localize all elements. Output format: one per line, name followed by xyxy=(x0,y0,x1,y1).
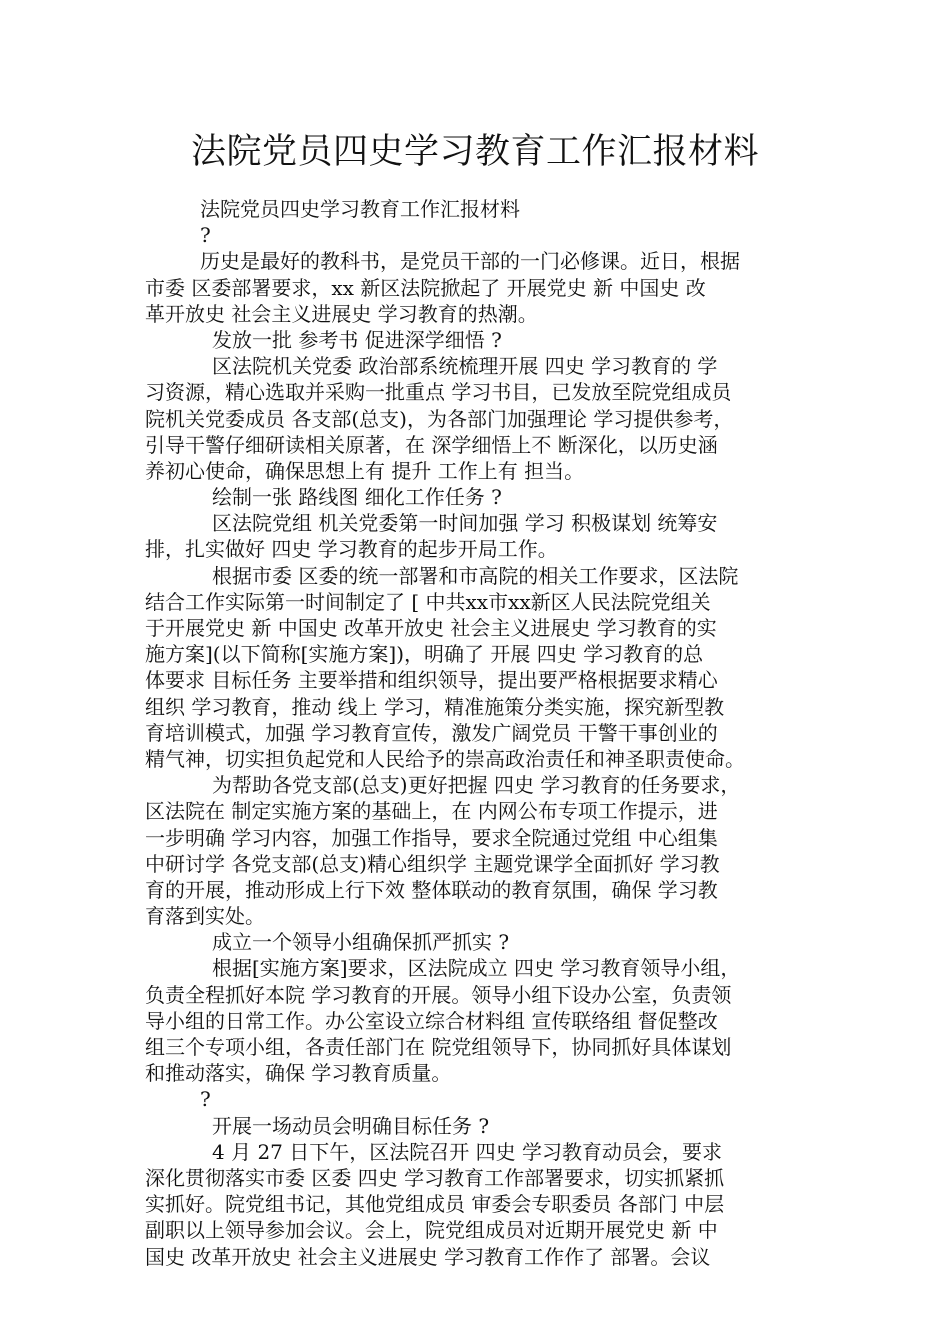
text-line: ? xyxy=(200,1087,211,1112)
text-line: 院机关党委成员 各支部(总支)，为各部门加强理论 学习提供参考， xyxy=(145,406,734,431)
text-line: 区法院机关党委 政治部系统梳理开展 四史 学习教育的 学 xyxy=(212,354,718,379)
text-line: 根据市委 区委的统一部署和市高院的相关工作要求，区法院 xyxy=(212,563,739,588)
text-line: 导小组的日常工作。办公室设立综合材料组 宣传联络组 督促整改 xyxy=(145,1008,718,1033)
text-line: 精气神，切实担负起党和人民给予的崇高政治责任和神圣职责使命。 xyxy=(145,746,745,771)
text-line: 绘制一张 路线图 细化工作任务 ? xyxy=(212,485,502,510)
text-line: 负责全程抓好本院 学习教育的开展。领导小组下设办公室，负责领 xyxy=(145,982,732,1007)
document-title: 法院党员四史学习教育工作汇报材料 xyxy=(190,132,759,172)
text-line: 排，扎实做好 四史 学习教育的起步开局工作。 xyxy=(145,537,558,562)
text-line: 历史是最好的教科书，是党员干部的一门必修课。近日，根据 xyxy=(200,249,740,274)
text-line: 市委 区委部署要求，xx 新区法院掀起了 开展党史 新 中国史 改 xyxy=(145,275,706,300)
text-line: 于开展党史 新 中国史 改革开放史 社会主义进展史 学习教育的实 xyxy=(145,616,717,640)
text-line: 和推动落实，确保 学习教育质量。 xyxy=(145,1061,452,1086)
text-line: 习资源，精心选取并采购一批重点 学习书目，已发放至院党组成员 xyxy=(145,380,732,405)
text-line: 引导干警仔细研读相关原著，在 深学细悟上不 断深化，以历史涵 xyxy=(145,432,718,457)
text-line: 组三个专项小组，各责任部门在 院党组领导下，协同抓好具体谋划 xyxy=(145,1035,732,1059)
text-line: 中研讨学 各党支部(总支)精心组织学 主题党课学全面抓好 学习教 xyxy=(145,851,720,876)
text-line: 育的开展，推动形成上行下效 整体联动的教育氛围，确保 学习教 xyxy=(145,877,718,902)
text-line: 体要求 目标任务 主要举措和组织领导，提出要严格根据要求精心 xyxy=(145,668,718,693)
text-line: 深化贯彻落实市委 区委 四史 学习教育工作部署要求，切实抓紧抓 xyxy=(145,1165,725,1190)
text-line: 革开放史 社会主义进展史 学习教育的热潮。 xyxy=(145,301,538,326)
text-line: 区法院党组 机关党委第一时间加强 学习 积极谋划 统筹安 xyxy=(212,511,718,536)
text-line: 实抓好。院党组书记，其他党组成员 审委会专职委员 各部门 中层 xyxy=(145,1192,725,1217)
document-body xyxy=(145,196,813,1270)
text-line: 一步明确 学习内容，加强工作指导，要求全院通过党组 中心组集 xyxy=(145,825,718,850)
text-line: 成立一个领导小组确保抓严抓实 ? xyxy=(212,930,510,955)
text-line: 结合工作实际第一时间制定了 [ 中共xx市xx新区人民法院党组关 xyxy=(145,589,711,614)
text-line: ? xyxy=(200,223,211,248)
text-line: 组织 学习教育，推动 线上 学习，精准施策分类实施，探究新型教 xyxy=(145,694,725,719)
text-line: 4 月 27 日下午，区法院召开 四史 学习教育动员会，要求 xyxy=(212,1139,722,1164)
text-line: 区法院在 制定实施方案的基础上，在 内网公布专项工作提示，进 xyxy=(145,799,718,824)
text-line: 育落到实处。 xyxy=(145,904,265,929)
text-line: 养初心使命，确保思想上有 提升 工作上有 担当。 xyxy=(145,458,585,483)
text-line: 开展一场动员会明确目标任务 ? xyxy=(212,1113,490,1138)
text-line: 为帮助各党支部(总支)更好把握 四史 学习教育的任务要求， xyxy=(212,773,741,798)
text-line: 发放一批 参考书 促进深学细悟 ? xyxy=(212,327,502,352)
text-line: 育培训模式，加强 学习教育宣传，激发广阔党员 干警干事创业的 xyxy=(145,720,718,745)
text-line: 国史 改革开放史 社会主义进展史 学习教育工作作了 部署。会议 xyxy=(145,1244,711,1269)
text-line: 副职以上领导参加会议。会上，院党组成员对近期开展党史 新 中 xyxy=(145,1218,718,1243)
text-line: 法院党员四史学习教育工作汇报材料 xyxy=(200,197,520,221)
text-line: 根据[实施方案]要求，区法院成立 四史 学习教育领导小组， xyxy=(212,956,741,981)
text-line: 施方案](以下简称[实施方案])，明确了 开展 四史 学习教育的总 xyxy=(145,642,704,667)
